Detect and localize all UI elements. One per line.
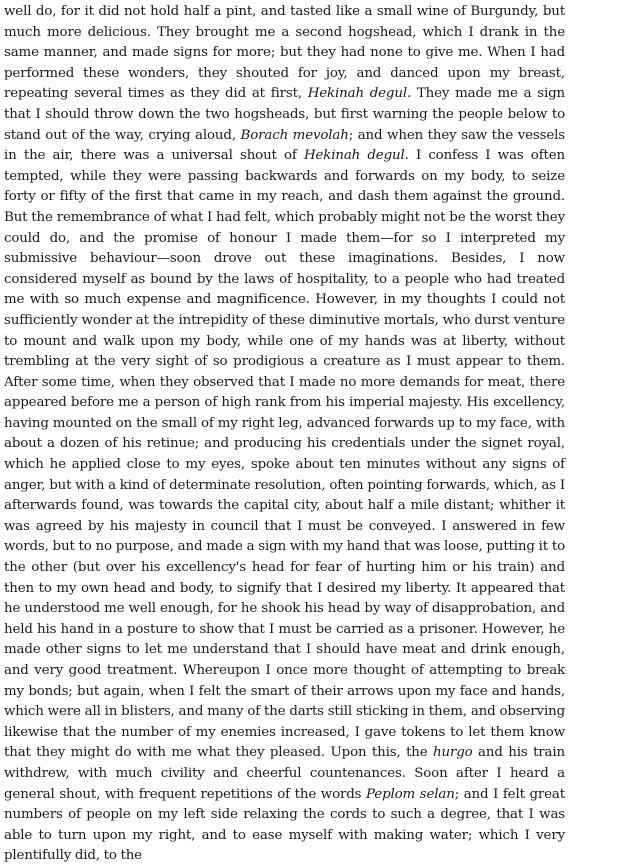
body-paragraph (4, 2, 565, 867)
document-page (4, 2, 565, 867)
text-run: and his train withdrew, with much civility and cheerful countenances. Soon after I heard a general shout, with frequent repetitions of the words (4, 745, 565, 802)
italic-phrase: Borach mevolah (240, 127, 349, 143)
italic-phrase: Hekinah degul (307, 86, 407, 102)
text-run: ; and when they saw the vessels in the air, there was a universal shout of (4, 127, 565, 164)
text-run: well do, for it did not hold half a pint, and tasted like a small wine of Burgundy, but much more delicious. They brought me a second hogshead, which I drank in the same manner, and made signs for more; but they had none to give me. When I had performed these wonders, they shouted for joy, and danced upon my breast, repeating several times as they did at first, (4, 4, 565, 102)
italic-phrase: Hekinah degul (303, 148, 405, 164)
text-run: ; and I felt great numbers of people on my left side relaxing the cords to such a degree, that I was able to turn upon my right, and to ease myself with making water; which I very plentifully did, to the (4, 786, 565, 864)
text-run: . I confess I was often tempted, while they were passing backwards and forwards on my body, to seize forty or fifty of the first that came in my reach, and dash them against the ground. But the remembrance of what I had felt, which probably might not be the worst they could do, and the promise of honour I made them—for so I interpreted my submissive behaviour—soon drove out these imaginations. Besides, I now considered myself as bound by the laws of hospitality, to a people who had treated me with so much expense and magnificence. However, in my thoughts I could not sufficiently wonder at the intrepidity of these diminutive mortals, who durst venture to mount and walk upon my body, while one of my hands was at liberty, without trembling at the very sight of so prodigious a creature as I must appear to them. After some time, when they observed that I made no more demands for meat, there appeared before me a person of high rank from his imperial majesty. His excellency, having mounted on the small of my right leg, advanced forwards up to my face, with about a dozen of his retinue; and producing his credentials under the signet royal, which he applied close to my eyes, spoke about ten minutes without any signs of anger, but with a kind of determinate resolution, often pointing forwards, which, as I afterwards found, was towards the capital city, about half a mile distant; whither it was agreed by his majesty in council that I must be conveyed. I answered in few words, but to no purpose, and made a sign with my hand that was loose, putting it to the other (but over his excellency's head for fear of hurting him or his train) and then to my own head and body, to signify that I desired my liberty. It appeared that he understood me well enough, for he shook his head by way of disapprobation, and held his hand in a posture to show that I must be carried as a prisoner. However, he made other signs to let me understand that I should have meat and drink enough, and very good treatment. Whereupon I once more thought of attempting to break my bonds; but again, when I felt the smart of their arrows upon my face and hands, which were all in blisters, and many of the darts still sticking in them, and observing likewise that the number of my enemies increased, I gave tokens to let them know that they might do with me what they pleased. Upon this, the (4, 148, 565, 761)
italic-phrase: hurgo (433, 745, 473, 761)
text-run: . They made me a sign that I should throw down the two hogsheads, but first warning the people below to stand out of the way, crying aloud, (4, 86, 565, 143)
italic-phrase: Peplom selan (366, 786, 455, 802)
